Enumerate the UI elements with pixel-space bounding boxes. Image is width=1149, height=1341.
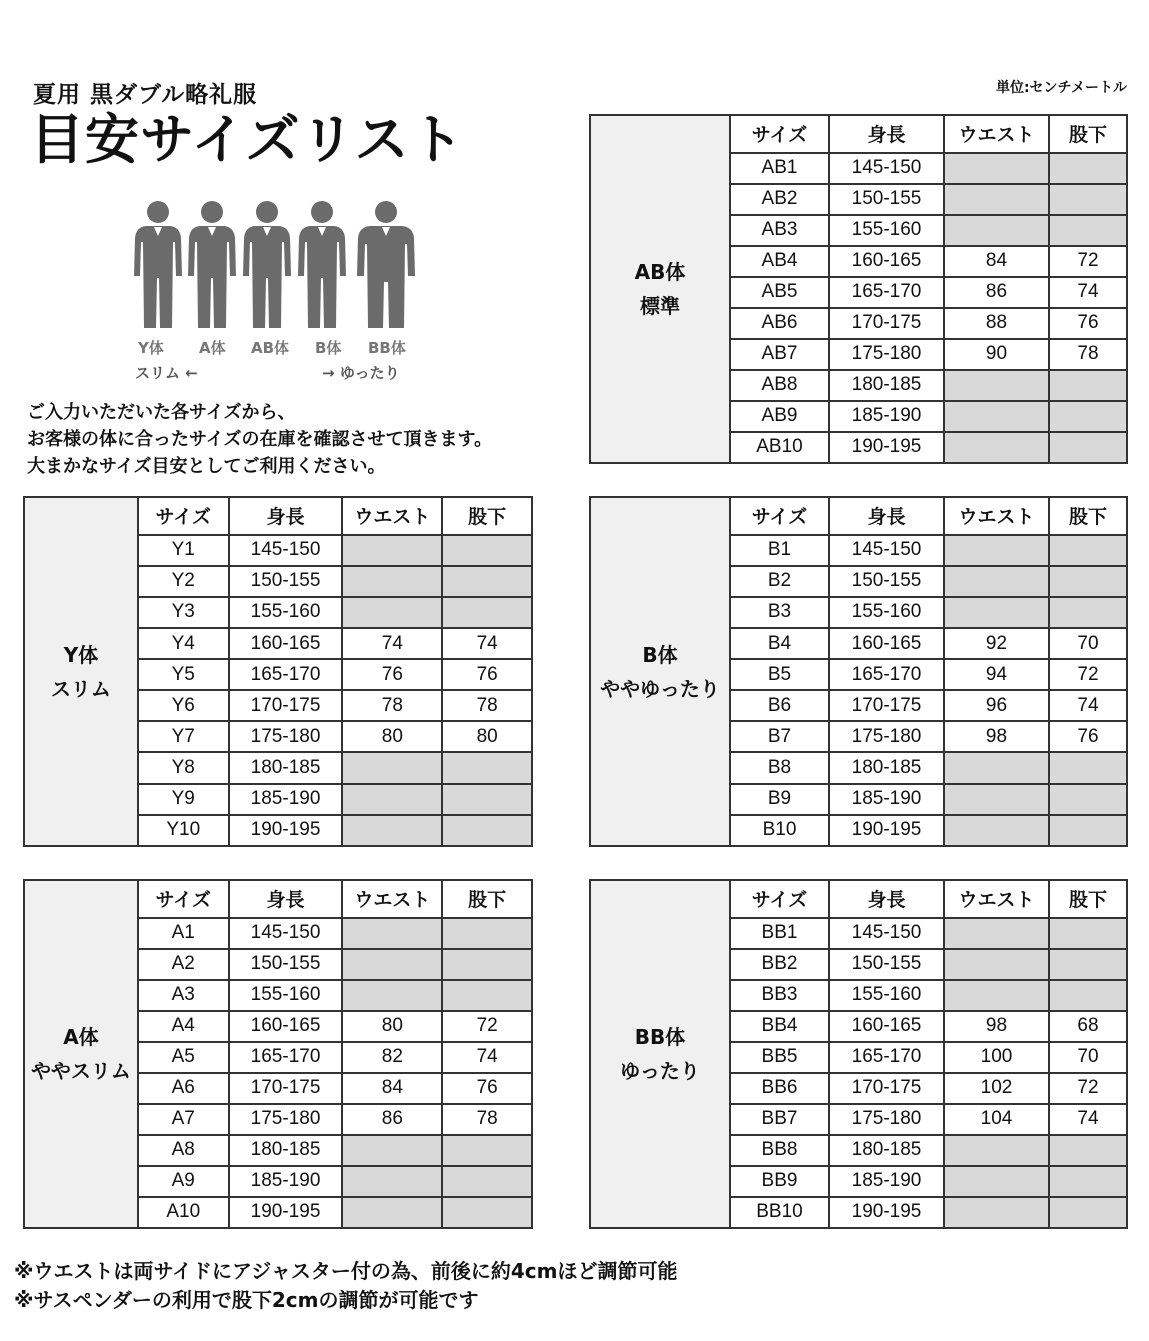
cell-inseam: 78 <box>442 1104 532 1135</box>
cell-size: AB8 <box>730 370 829 401</box>
cell-size: Y4 <box>138 628 229 659</box>
cell-height: 165-170 <box>829 659 944 690</box>
note-waist: ※ウエストは両サイドにアジャスター付の為、前後に約4cmほど調節可能 <box>14 1259 678 1283</box>
cell-waist <box>944 980 1049 1011</box>
column-header-inseam: 股下 <box>442 880 532 918</box>
cell-height: 150-155 <box>229 949 343 980</box>
cell-height: 175-180 <box>829 721 944 752</box>
cell-height: 160-165 <box>829 246 944 277</box>
cell-waist <box>342 752 442 783</box>
cell-waist: 84 <box>944 246 1049 277</box>
cell-waist <box>944 215 1049 246</box>
figure-label-y: Y体 <box>138 339 164 357</box>
cell-size: BB6 <box>730 1073 829 1104</box>
cell-inseam <box>442 815 532 846</box>
cell-height: 165-170 <box>829 1042 944 1073</box>
cell-size: AB10 <box>730 432 829 463</box>
cell-height: 155-160 <box>229 597 343 628</box>
cell-height: 160-165 <box>229 1011 343 1042</box>
cell-size: AB5 <box>730 277 829 308</box>
unit-label: 単位:センチメートル <box>995 80 1127 96</box>
cell-waist: 96 <box>944 690 1049 721</box>
cell-size: A4 <box>138 1011 229 1042</box>
column-header-inseam: 股下 <box>442 497 532 535</box>
cell-size: A5 <box>138 1042 229 1073</box>
cell-height: 155-160 <box>829 597 944 628</box>
figure-label-ab: AB体 <box>251 339 290 357</box>
cell-size: B5 <box>730 659 829 690</box>
cell-size: Y10 <box>138 815 229 846</box>
cell-waist <box>342 566 442 597</box>
cell-waist <box>944 752 1049 783</box>
cell-inseam <box>442 1166 532 1197</box>
cell-size: BB3 <box>730 980 829 1011</box>
cell-height: 175-180 <box>229 1104 343 1135</box>
cell-size: B7 <box>730 721 829 752</box>
cell-height: 150-155 <box>229 566 343 597</box>
figure-a-icon <box>188 201 236 328</box>
body-type-cell <box>24 497 138 846</box>
cell-size: A7 <box>138 1104 229 1135</box>
cell-size: B3 <box>730 597 829 628</box>
cell-waist <box>944 153 1049 184</box>
cell-waist: 86 <box>944 277 1049 308</box>
column-header-size: サイズ <box>730 115 829 153</box>
body-type-desc: ややスリム <box>30 1059 131 1083</box>
cell-height: 185-190 <box>829 784 944 815</box>
cell-waist <box>944 535 1049 566</box>
size-table-bb <box>589 879 1128 1229</box>
cell-inseam <box>442 1197 532 1228</box>
column-header-height: 身長 <box>229 497 343 535</box>
cell-waist <box>944 566 1049 597</box>
cell-height: 150-155 <box>829 949 944 980</box>
cell-height: 175-180 <box>229 721 343 752</box>
cell-size: B10 <box>730 815 829 846</box>
cell-size: Y1 <box>138 535 229 566</box>
size-table-a <box>23 879 533 1229</box>
cell-inseam <box>1049 184 1127 215</box>
cell-height: 175-180 <box>829 1104 944 1135</box>
column-header-size: サイズ <box>730 880 829 918</box>
cell-inseam <box>1049 949 1127 980</box>
cell-size: AB1 <box>730 153 829 184</box>
column-header-waist: ウエスト <box>944 497 1049 535</box>
cell-waist: 102 <box>944 1073 1049 1104</box>
cell-inseam <box>1049 215 1127 246</box>
column-header-height: 身長 <box>829 880 944 918</box>
cell-size: AB4 <box>730 246 829 277</box>
cell-inseam <box>1049 980 1127 1011</box>
column-header-inseam: 股下 <box>1049 115 1127 153</box>
cell-inseam: 72 <box>1049 659 1127 690</box>
cell-size: BB7 <box>730 1104 829 1135</box>
cell-size: B6 <box>730 690 829 721</box>
cell-inseam: 70 <box>1049 628 1127 659</box>
cell-inseam: 80 <box>442 721 532 752</box>
cell-waist <box>944 370 1049 401</box>
cell-inseam: 76 <box>1049 721 1127 752</box>
cell-size: Y6 <box>138 690 229 721</box>
cell-inseam <box>1049 1135 1127 1166</box>
cell-height: 145-150 <box>829 153 944 184</box>
cell-inseam <box>1049 752 1127 783</box>
cell-inseam: 74 <box>1049 1104 1127 1135</box>
size-table-y <box>23 496 533 847</box>
cell-height: 180-185 <box>829 1135 944 1166</box>
cell-inseam <box>1049 1197 1127 1228</box>
cell-waist <box>342 918 442 949</box>
figure-label-bb: BB体 <box>368 339 406 357</box>
cell-inseam <box>1049 597 1127 628</box>
cell-inseam <box>1049 1166 1127 1197</box>
cell-inseam: 76 <box>442 659 532 690</box>
body-type-figures <box>130 198 430 338</box>
body-type-label: AB体 <box>634 260 686 284</box>
cell-waist: 86 <box>342 1104 442 1135</box>
cell-height: 160-165 <box>829 1011 944 1042</box>
cell-inseam <box>442 535 532 566</box>
column-header-size: サイズ <box>138 880 229 918</box>
cell-inseam: 78 <box>1049 339 1127 370</box>
figure-b-icon <box>298 201 346 328</box>
cell-size: A1 <box>138 918 229 949</box>
cell-waist <box>342 1166 442 1197</box>
cell-size: AB2 <box>730 184 829 215</box>
figure-label-a: A体 <box>199 339 226 357</box>
cell-size: B4 <box>730 628 829 659</box>
cell-size: Y8 <box>138 752 229 783</box>
figure-ab-icon <box>243 201 291 328</box>
cell-waist <box>342 1197 442 1228</box>
cell-waist: 92 <box>944 628 1049 659</box>
cell-inseam: 76 <box>442 1073 532 1104</box>
cell-height: 145-150 <box>829 535 944 566</box>
cell-height: 155-160 <box>829 980 944 1011</box>
cell-waist: 78 <box>342 690 442 721</box>
cell-height: 190-195 <box>229 1197 343 1228</box>
cell-height: 165-170 <box>829 277 944 308</box>
cell-inseam <box>442 566 532 597</box>
cell-height: 175-180 <box>829 339 944 370</box>
cell-size: AB9 <box>730 401 829 432</box>
note-inseam: ※サスペンダーの利用で股下2cmの調節が可能です <box>14 1288 479 1312</box>
body-type-desc: ややゆったり <box>600 676 720 701</box>
cell-inseam: 74 <box>442 1042 532 1073</box>
cell-waist: 84 <box>342 1073 442 1104</box>
cell-height: 190-195 <box>829 432 944 463</box>
cell-inseam: 72 <box>442 1011 532 1042</box>
body-type-desc: ゆったり <box>620 1059 700 1083</box>
arrow-left-icon: ← <box>185 364 198 382</box>
cell-height: 185-190 <box>229 1166 343 1197</box>
body-type-cell <box>590 880 730 1228</box>
cell-waist <box>944 1197 1049 1228</box>
size-table-ab <box>589 114 1128 464</box>
cell-height: 145-150 <box>229 535 343 566</box>
intro-line-1: ご入力いただいた各サイズから、 <box>27 402 296 423</box>
cell-inseam <box>442 784 532 815</box>
cell-height: 170-175 <box>229 690 343 721</box>
figure-label-b: B体 <box>315 339 342 357</box>
cell-height: 185-190 <box>829 1166 944 1197</box>
figure-y-icon <box>134 201 182 328</box>
cell-inseam: 74 <box>442 628 532 659</box>
cell-size: BB1 <box>730 918 829 949</box>
cell-waist <box>342 815 442 846</box>
intro-line-3: 大まかなサイズ目安としてご利用ください。 <box>27 456 386 477</box>
page-subtitle: 夏用 黒ダブル略礼服 <box>33 82 258 108</box>
column-header-waist: ウエスト <box>342 497 442 535</box>
cell-size: BB8 <box>730 1135 829 1166</box>
cell-inseam: 72 <box>1049 246 1127 277</box>
cell-size: Y5 <box>138 659 229 690</box>
table-header-row <box>590 497 1127 535</box>
cell-size: BB9 <box>730 1166 829 1197</box>
cell-waist <box>944 918 1049 949</box>
column-header-waist: ウエスト <box>944 880 1049 918</box>
column-header-size: サイズ <box>730 497 829 535</box>
cell-size: A3 <box>138 980 229 1011</box>
cell-inseam: 74 <box>1049 690 1127 721</box>
relaxed-label: ゆったり <box>339 364 400 382</box>
cell-waist <box>342 1135 442 1166</box>
table-header-row <box>590 115 1127 153</box>
slim-direction <box>135 362 198 383</box>
cell-height: 150-155 <box>829 184 944 215</box>
cell-waist: 80 <box>342 721 442 752</box>
column-header-height: 身長 <box>829 497 944 535</box>
cell-height: 185-190 <box>229 784 343 815</box>
cell-size: AB7 <box>730 339 829 370</box>
cell-waist <box>944 432 1049 463</box>
cell-height: 180-185 <box>229 1135 343 1166</box>
cell-inseam: 76 <box>1049 308 1127 339</box>
body-type-desc: 標準 <box>640 294 680 318</box>
cell-waist <box>342 535 442 566</box>
table-header-row <box>24 497 532 535</box>
cell-height: 170-175 <box>229 1073 343 1104</box>
cell-inseam: 68 <box>1049 1011 1127 1042</box>
cell-inseam <box>1049 535 1127 566</box>
cell-inseam <box>442 597 532 628</box>
cell-size: A8 <box>138 1135 229 1166</box>
cell-size: B8 <box>730 752 829 783</box>
cell-waist <box>944 401 1049 432</box>
cell-size: Y2 <box>138 566 229 597</box>
cell-size: BB4 <box>730 1011 829 1042</box>
cell-inseam <box>1049 370 1127 401</box>
column-header-size: サイズ <box>138 497 229 535</box>
cell-height: 145-150 <box>829 918 944 949</box>
cell-inseam <box>1049 401 1127 432</box>
intro-line-2: お客様の体に合ったサイズの在庫を確認させて頂きます。 <box>27 429 493 450</box>
cell-waist: 74 <box>342 628 442 659</box>
cell-inseam <box>442 1135 532 1166</box>
body-type-label: BB体 <box>634 1025 686 1049</box>
cell-height: 160-165 <box>829 628 944 659</box>
cell-waist: 90 <box>944 339 1049 370</box>
cell-height: 170-175 <box>829 690 944 721</box>
cell-height: 170-175 <box>829 1073 944 1104</box>
cell-height: 165-170 <box>229 659 343 690</box>
cell-inseam <box>442 752 532 783</box>
cell-height: 180-185 <box>829 370 944 401</box>
cell-height: 190-195 <box>229 815 343 846</box>
body-type-cell <box>590 497 730 846</box>
cell-height: 145-150 <box>229 918 343 949</box>
cell-inseam: 72 <box>1049 1073 1127 1104</box>
cell-height: 185-190 <box>829 401 944 432</box>
cell-waist <box>944 815 1049 846</box>
cell-waist <box>944 1135 1049 1166</box>
cell-height: 165-170 <box>229 1042 343 1073</box>
arrow-right-icon: → <box>322 364 335 382</box>
cell-waist: 100 <box>944 1042 1049 1073</box>
cell-size: BB10 <box>730 1197 829 1228</box>
column-header-inseam: 股下 <box>1049 880 1127 918</box>
body-type-label: Y体 <box>63 642 99 667</box>
cell-inseam <box>1049 784 1127 815</box>
cell-size: BB2 <box>730 949 829 980</box>
cell-size: Y9 <box>138 784 229 815</box>
cell-inseam: 70 <box>1049 1042 1127 1073</box>
column-header-inseam: 股下 <box>1049 497 1127 535</box>
cell-height: 155-160 <box>229 980 343 1011</box>
column-header-height: 身長 <box>229 880 343 918</box>
cell-waist: 98 <box>944 721 1049 752</box>
cell-inseam <box>1049 432 1127 463</box>
cell-inseam <box>442 918 532 949</box>
body-type-label: B体 <box>642 642 678 667</box>
body-type-cell <box>590 115 730 463</box>
size-table-b <box>589 496 1128 847</box>
cell-inseam: 78 <box>442 690 532 721</box>
cell-waist <box>342 784 442 815</box>
cell-waist <box>944 784 1049 815</box>
cell-inseam <box>1049 153 1127 184</box>
cell-waist <box>944 597 1049 628</box>
body-type-desc: スリム <box>50 676 111 701</box>
cell-inseam <box>442 949 532 980</box>
cell-waist <box>944 184 1049 215</box>
table-header-row <box>24 880 532 918</box>
cell-size: AB6 <box>730 308 829 339</box>
cell-height: 160-165 <box>229 628 343 659</box>
cell-size: Y3 <box>138 597 229 628</box>
column-header-height: 身長 <box>829 115 944 153</box>
cell-size: BB5 <box>730 1042 829 1073</box>
cell-size: A10 <box>138 1197 229 1228</box>
cell-waist: 94 <box>944 659 1049 690</box>
cell-inseam <box>442 980 532 1011</box>
cell-waist <box>944 1166 1049 1197</box>
cell-waist: 98 <box>944 1011 1049 1042</box>
slim-label: スリム <box>135 364 181 382</box>
cell-waist <box>342 949 442 980</box>
page-title: 目安サイズリスト <box>30 108 465 171</box>
cell-waist: 104 <box>944 1104 1049 1135</box>
cell-inseam: 74 <box>1049 277 1127 308</box>
cell-waist <box>342 597 442 628</box>
cell-height: 190-195 <box>829 815 944 846</box>
cell-height: 180-185 <box>829 752 944 783</box>
cell-height: 150-155 <box>829 566 944 597</box>
body-type-cell <box>24 880 138 1228</box>
cell-waist: 82 <box>342 1042 442 1073</box>
cell-size: B1 <box>730 535 829 566</box>
column-header-waist: ウエスト <box>342 880 442 918</box>
cell-height: 190-195 <box>829 1197 944 1228</box>
cell-size: B9 <box>730 784 829 815</box>
cell-waist: 88 <box>944 308 1049 339</box>
cell-size: A6 <box>138 1073 229 1104</box>
cell-size: B2 <box>730 566 829 597</box>
cell-size: A9 <box>138 1166 229 1197</box>
cell-waist <box>342 980 442 1011</box>
column-header-waist: ウエスト <box>944 115 1049 153</box>
cell-height: 170-175 <box>829 308 944 339</box>
cell-size: Y7 <box>138 721 229 752</box>
cell-height: 155-160 <box>829 215 944 246</box>
cell-waist: 80 <box>342 1011 442 1042</box>
cell-waist: 76 <box>342 659 442 690</box>
cell-height: 180-185 <box>229 752 343 783</box>
cell-size: AB3 <box>730 215 829 246</box>
cell-inseam <box>1049 815 1127 846</box>
table-header-row <box>590 880 1127 918</box>
cell-size: A2 <box>138 949 229 980</box>
relaxed-direction <box>322 362 400 383</box>
figure-bb-icon <box>357 201 415 328</box>
cell-waist <box>944 949 1049 980</box>
cell-inseam <box>1049 566 1127 597</box>
body-type-label: A体 <box>63 1025 99 1049</box>
cell-inseam <box>1049 918 1127 949</box>
